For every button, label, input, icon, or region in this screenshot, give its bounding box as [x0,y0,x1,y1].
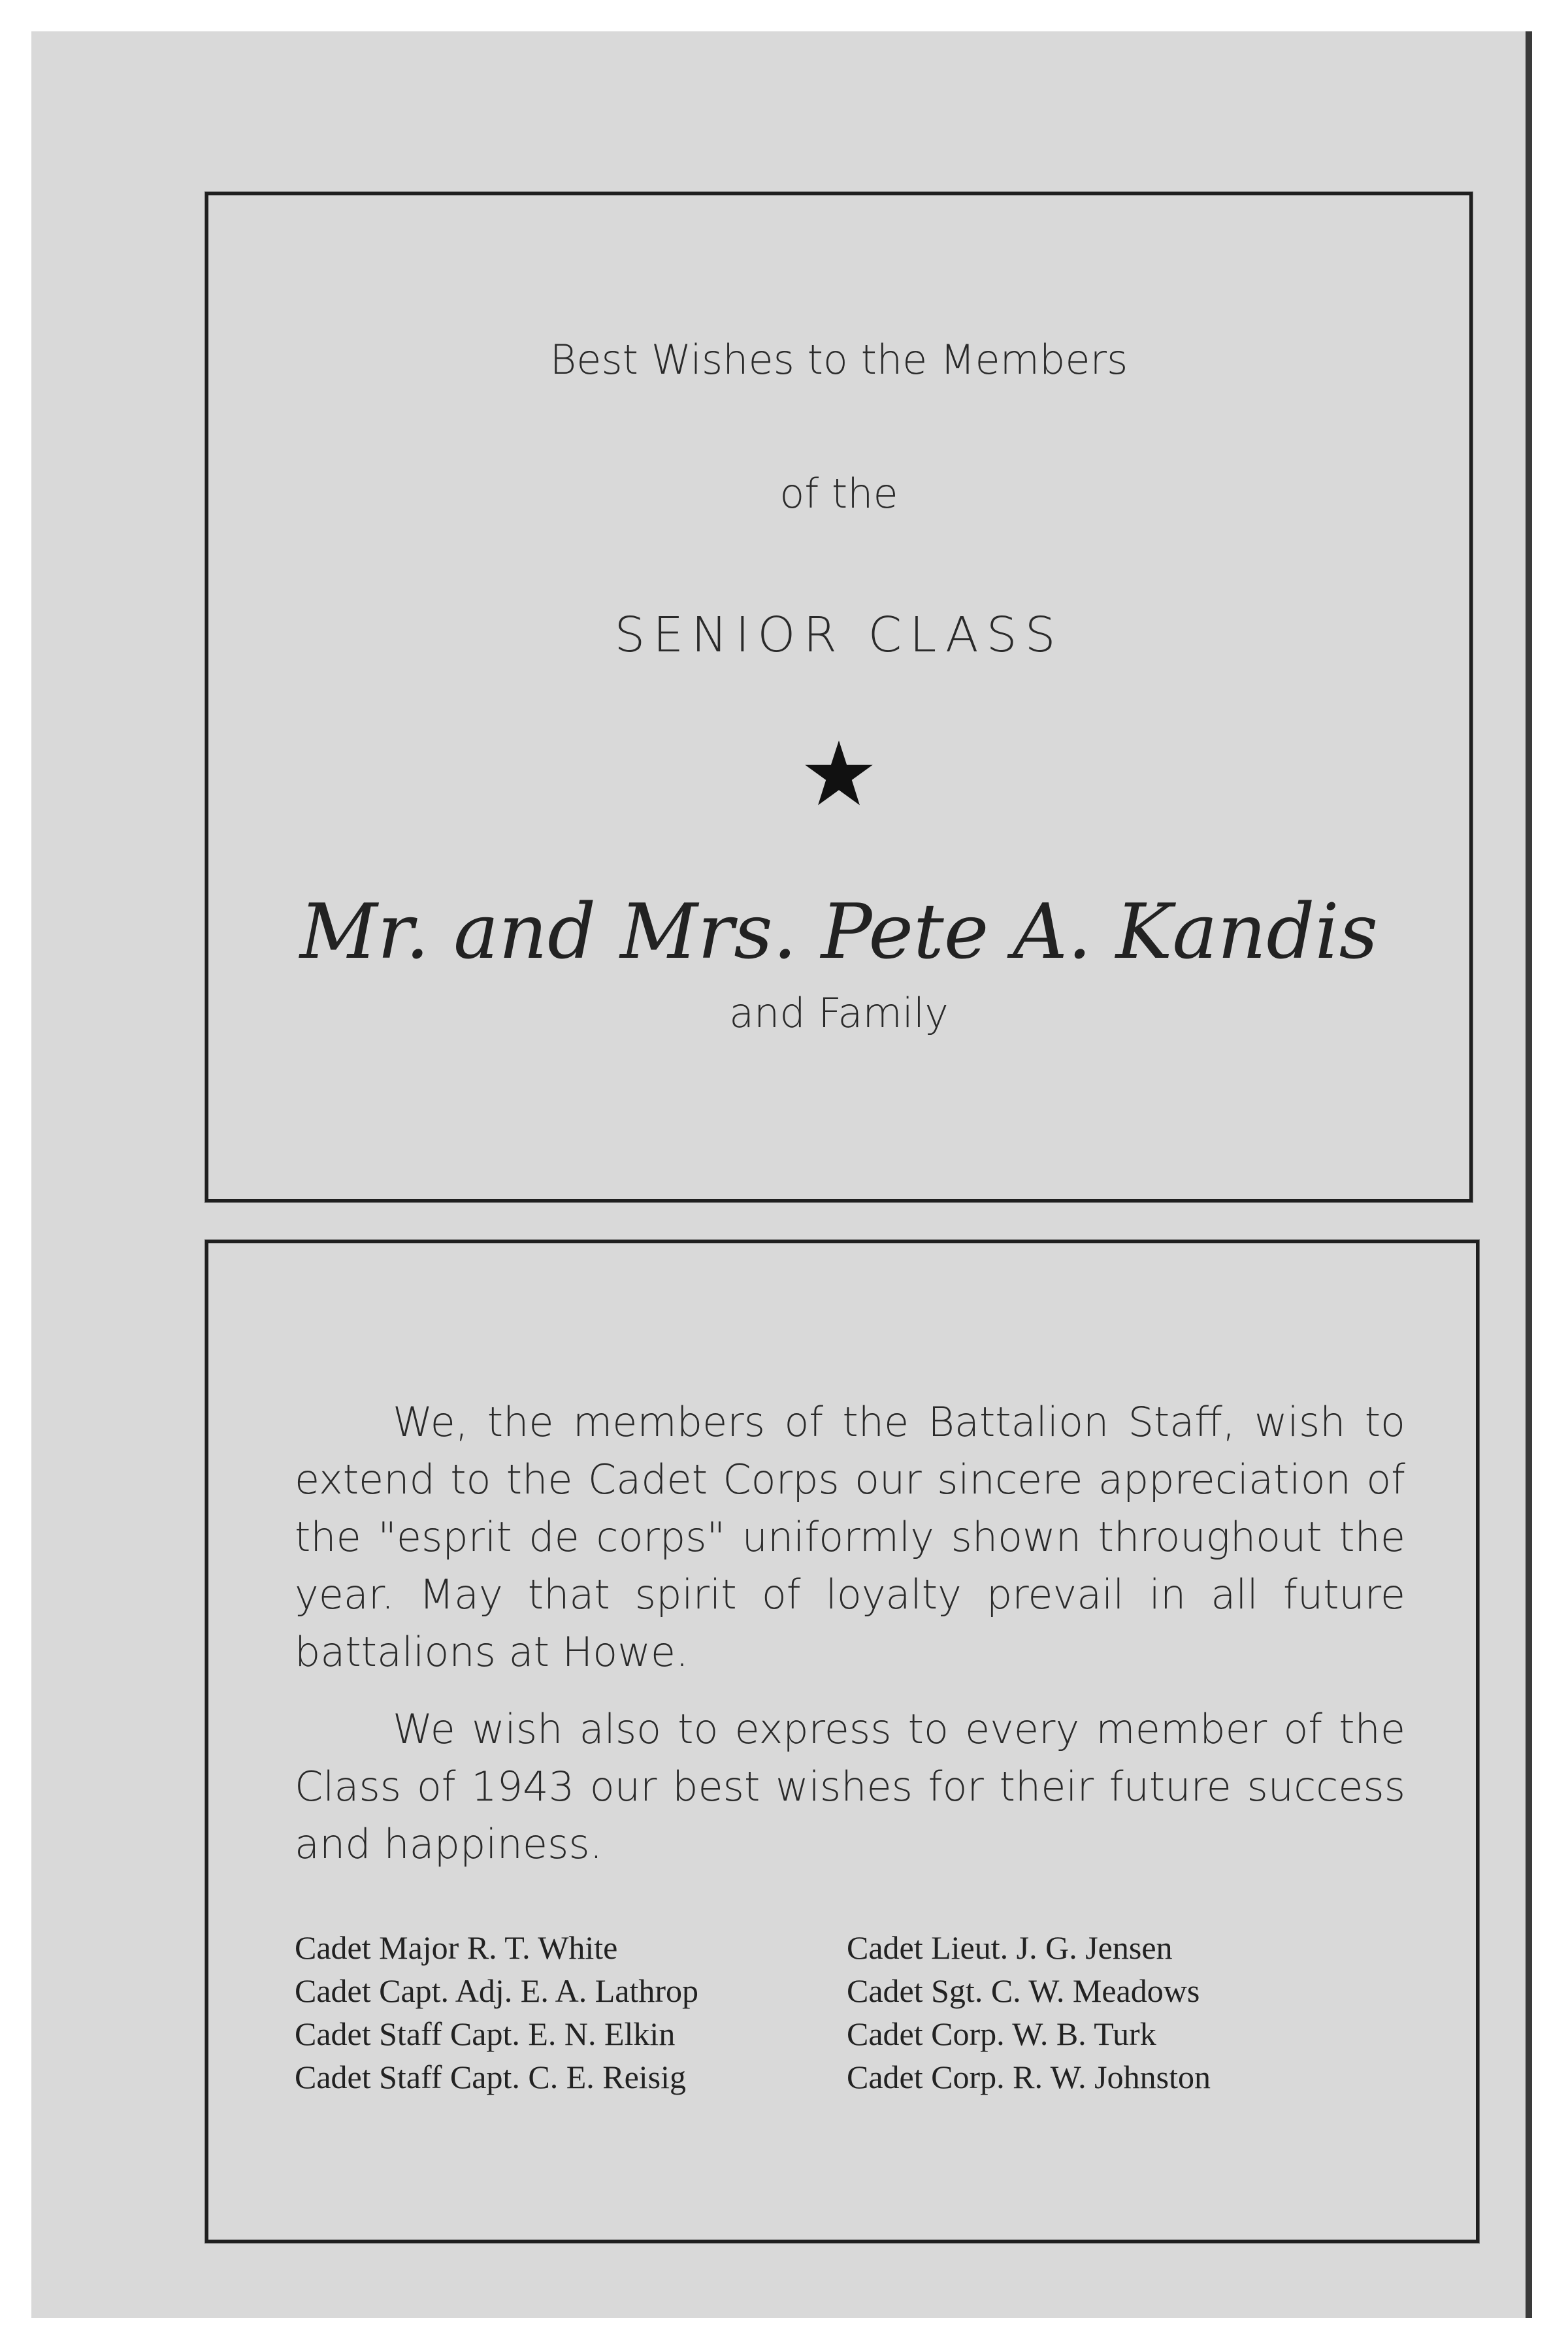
signatory: Cadet Corp. R. W. Johnston [847,2059,1211,2095]
greeting-line: Best Wishes to the Members [549,336,1128,384]
signatory: Cadet Corp. W. B. Turk [847,2016,1156,2052]
signatory: Cadet Staff Capt. C. E. Reisig [295,2059,687,2095]
signatory: Cadet Staff Capt. E. N. Elkin [295,2016,676,2052]
signatory: Cadet Capt. Adj. E. A. Lathrop [295,1972,698,2009]
appreciation-paragraph: We, the members of the Battalion Staff, wish to extend to the Cadet Corps our sincere appreciation of the "esprit de corps" uniformly shown throughout the year. May that spirit of loyalty prevail in all future battalions at Howe. [295,1398,1405,1676]
page-edge-shadow [1526,31,1532,2318]
star-icon [803,738,875,809]
senior-class-heading: SENIOR CLASS [614,607,1064,663]
yearbook-page [31,31,1526,2318]
wishes-paragraph: We wish also to express to every member of the Class of 1943 our best wishes for their future success and happiness. [295,1705,1405,1868]
signatories-right-column [847,1926,1211,2099]
signatory: Cadet Sgt. C. W. Meadows [847,1972,1200,2009]
signatory: Cadet Lieut. J. G. Jensen [847,1929,1173,1966]
greeting-connector: of the [779,470,898,517]
senior-class-ad [205,192,1473,1202]
donor-family: and Family [729,989,949,1037]
battalion-staff-ad [205,1240,1479,2243]
donor-name: Mr. and Mrs. Pete A. Kandis [299,888,1379,976]
signatory: Cadet Major R. T. White [295,1929,618,1966]
signatories-left-column [295,1926,698,2099]
